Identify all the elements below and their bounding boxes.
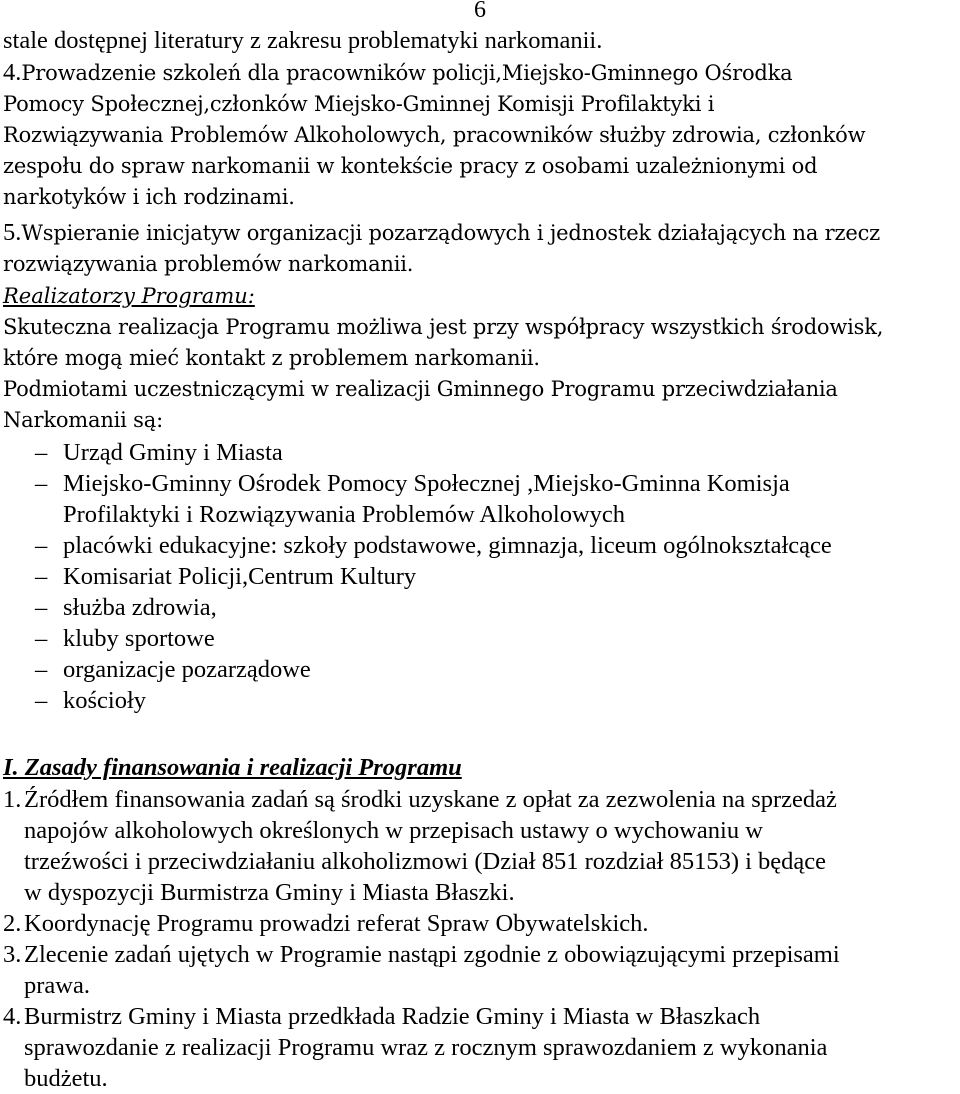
financing-item-line: budżetu. bbox=[24, 1065, 108, 1092]
dash-bullet: – bbox=[35, 439, 48, 466]
item-4 bbox=[3, 57, 865, 213]
dash-bullet: – bbox=[35, 687, 48, 714]
realizatorzy-line: które mogą mieć kontakt z problemem narkomanii. bbox=[3, 346, 540, 370]
financing-item bbox=[3, 1001, 958, 1094]
list-item-text: Komisariat Policji,Centrum Kultury bbox=[63, 563, 417, 590]
item-4-number: 4. bbox=[3, 59, 22, 86]
dash-bullet: – bbox=[35, 625, 48, 652]
dash-bullet: – bbox=[35, 594, 48, 621]
financing-item-line: Burmistrz Gminy i Miasta przedkłada Radzie Gminy i Miasta w Błaszkach bbox=[24, 1003, 761, 1030]
item-4-line: Prowadzenie szkoleń dla pracowników policji,Miejsko-Gminnego Ośrodka bbox=[21, 61, 793, 85]
list-item-text: kościoły bbox=[63, 687, 147, 714]
participants-list bbox=[3, 437, 958, 716]
list-item-text: służba zdrowia, bbox=[63, 594, 217, 621]
podmioty-line: Narkomanii są: bbox=[3, 408, 163, 432]
realizatorzy-line: Skuteczna realizacja Programu możliwa jest przy współpracy wszystkich środowisk, bbox=[3, 315, 884, 339]
dash-bullet: – bbox=[35, 470, 48, 497]
realizatorzy-heading: Realizatorzy Programu: bbox=[3, 284, 255, 308]
list-item bbox=[3, 654, 958, 685]
dash-bullet: – bbox=[35, 656, 48, 683]
financing-item-line: napojów alkoholowych określonych w przepisach ustawy o wychowaniu w bbox=[24, 817, 763, 844]
financing-item-number: 3. bbox=[3, 941, 22, 968]
financing-list bbox=[3, 784, 958, 1094]
financing-item-line: w dyspozycji Burmistrza Gminy i Miasta Błaszki. bbox=[24, 879, 515, 906]
section-heading: I. Zasady finansowania i realizacji Programu bbox=[3, 754, 462, 781]
list-item bbox=[3, 623, 958, 654]
dash-bullet: – bbox=[35, 532, 48, 559]
financing-item-line: trzeźwości i przeciwdziałaniu alkoholizmowi (Dział 851 rozdział 85153) i będące bbox=[24, 848, 827, 875]
list-item bbox=[3, 685, 958, 716]
financing-item bbox=[3, 939, 958, 1001]
list-item-continuation bbox=[3, 499, 958, 530]
item-4-line: zespołu do spraw narkomanii w kontekście pracy z osobami uzależnionymi od bbox=[3, 154, 818, 178]
page-number: 6 bbox=[474, 0, 486, 23]
financing-item-number: 2. bbox=[3, 910, 22, 937]
list-item-text: kluby sportowe bbox=[63, 625, 215, 652]
dash-bullet: – bbox=[35, 563, 48, 590]
list-item bbox=[3, 561, 958, 592]
item-5-number: 5. bbox=[3, 219, 22, 246]
list-item bbox=[3, 592, 958, 623]
financing-item-number: 4. bbox=[3, 1003, 22, 1030]
list-item-text: organizacje pozarządowe bbox=[63, 656, 311, 683]
financing-item-line: prawa. bbox=[24, 972, 90, 999]
financing-item-line: Koordynację Programu prowadzi referat Spraw Obywatelskich. bbox=[24, 910, 649, 937]
item-4-line: Pomocy Społecznej,członków Miejsko-Gminnej Komisji Profilaktyki i bbox=[3, 92, 715, 116]
financing-item-line: Źródłem finansowania zadań są środki uzyskane z opłat za zezwolenia na sprzedaż bbox=[24, 786, 837, 813]
item-4-line: Rozwiązywania Problemów Alkoholowych, pracowników służby zdrowia, członków bbox=[3, 123, 866, 147]
list-item-text: placówki edukacyjne: szkoły podstawowe, gimnazja, liceum ogólnokształcące bbox=[63, 532, 832, 559]
list-item-text: Urząd Gminy i Miasta bbox=[63, 439, 283, 466]
financing-item-line: Zlecenie zadań ujętych w Programie nastąpi zgodnie z obowiązującymi przepisami bbox=[24, 941, 840, 968]
list-item bbox=[3, 530, 958, 561]
financing-item bbox=[3, 908, 958, 939]
financing-item-line: sprawozdanie z realizacji Programu wraz z rocznym sprawozdaniem z wykonania bbox=[24, 1034, 828, 1061]
podmioty-line: Podmiotami uczestniczącymi w realizacji Gminnego Programu przeciwdziałania bbox=[3, 377, 838, 401]
item-5-line: rozwiązywania problemów narkomanii. bbox=[3, 252, 414, 276]
list-item bbox=[3, 468, 958, 499]
financing-item-number: 1. bbox=[3, 786, 22, 813]
list-item bbox=[3, 437, 958, 468]
financing-item bbox=[3, 784, 958, 908]
item-4-line: narkotyków i ich rodzinami. bbox=[3, 185, 295, 209]
intro-line: stale dostępnej literatury z zakresu problematyki narkomanii. bbox=[3, 27, 603, 54]
item-5-line: Wspieranie inicjatyw organizacji pozarządowych i jednostek działających na rzecz bbox=[21, 221, 880, 245]
item-5 bbox=[3, 217, 880, 280]
list-item-text: Profilaktyki i Rozwiązywania Problemów Alkoholowych bbox=[63, 501, 626, 528]
realizatorzy-section bbox=[3, 281, 883, 436]
list-item-text: Miejsko-Gminny Ośrodek Pomocy Społecznej ,Miejsko-Gminna Komisja bbox=[63, 470, 790, 497]
